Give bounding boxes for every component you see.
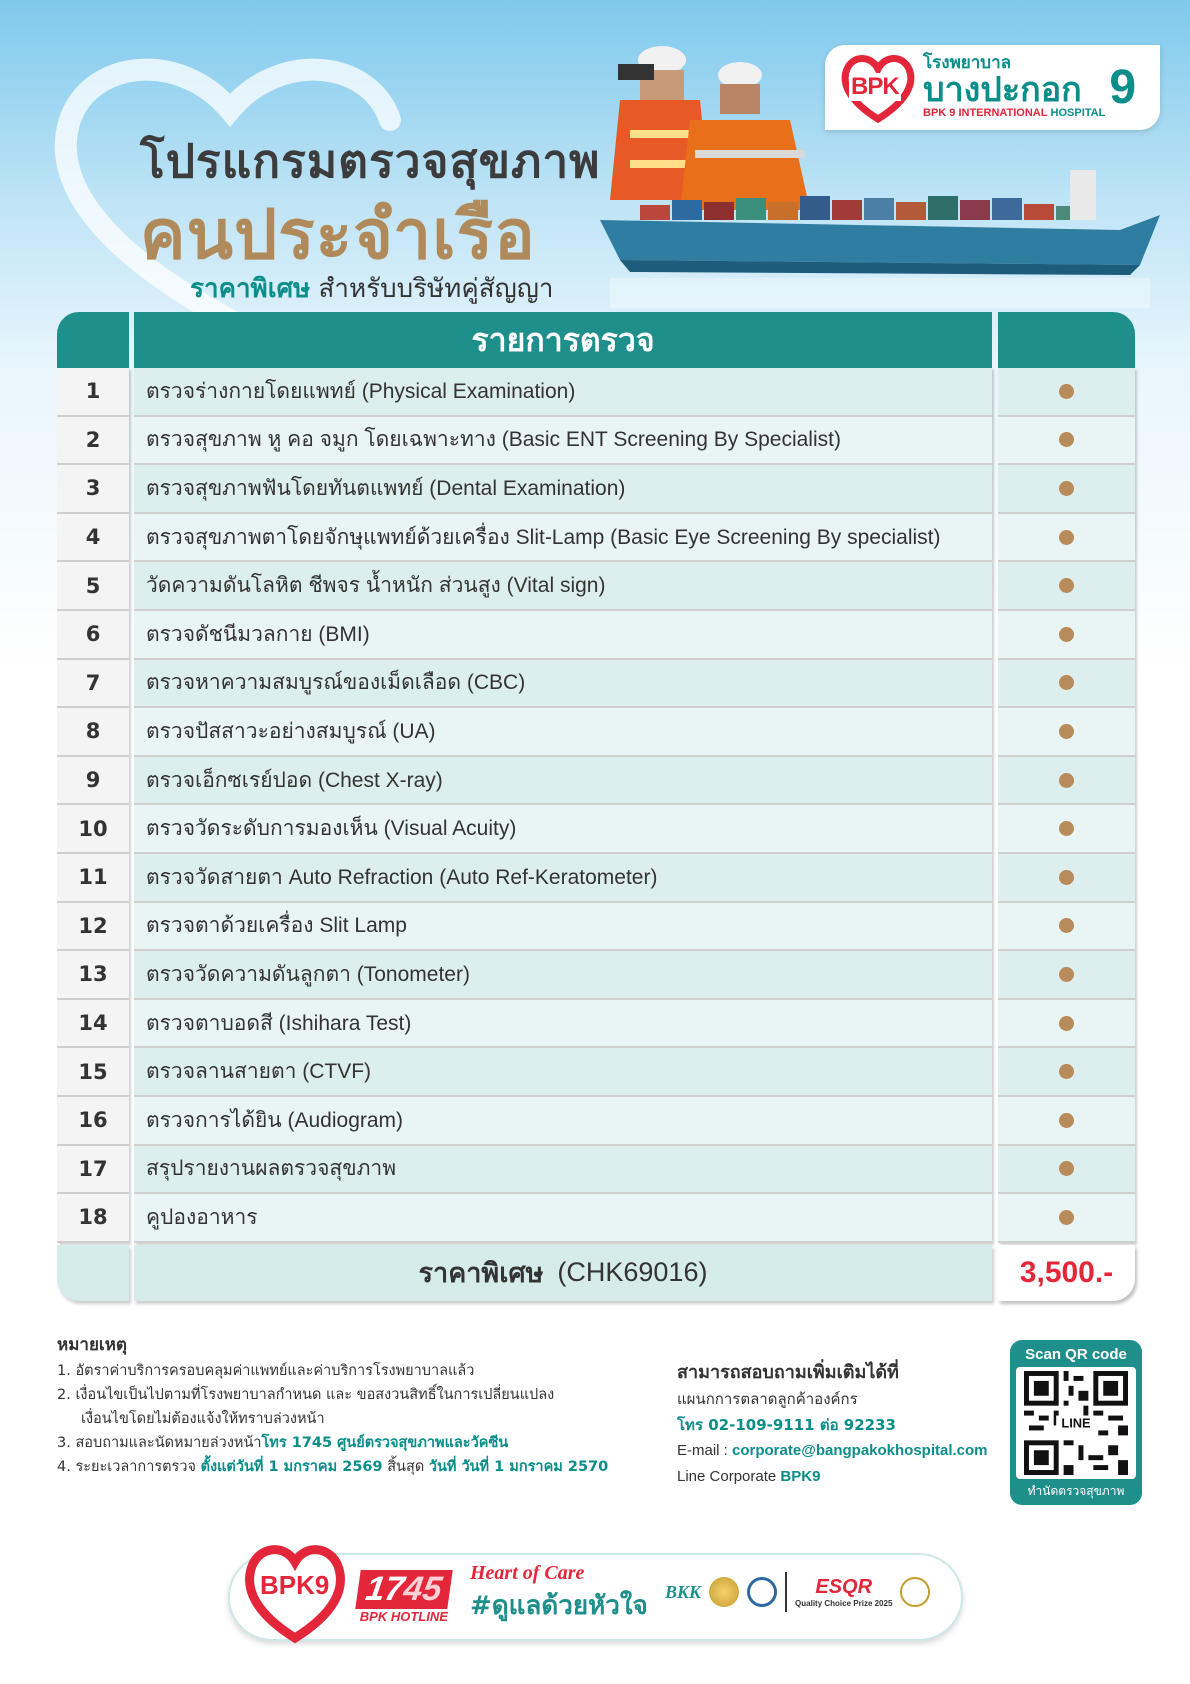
row-mark: [998, 1194, 1135, 1243]
row-item: ตรวจการได้ยิน (Audiogram): [134, 1097, 992, 1146]
hospital-logo: [825, 45, 1160, 130]
row-item: ตรวจสุขภาพฟันโดยทันตแพทย์ (Dental Examination): [134, 465, 992, 514]
remark-2b: เงื่อนไขโดยไม่ต้องแจ้งให้ทราบล่วงหน้า: [81, 1411, 325, 1427]
quality-prize-icon: [900, 1577, 930, 1607]
logo-text: [923, 52, 1106, 120]
contact-heading: สามารถสอบถามเพิ่มเติมได้ที่: [677, 1362, 899, 1383]
row-mark: [998, 368, 1135, 417]
table-row: [57, 514, 1135, 563]
contact-email[interactable]: corporate@bangpakokhospital.com: [732, 1442, 988, 1459]
table-row: [57, 368, 1135, 417]
price-code: (CHK69016): [557, 1257, 708, 1288]
table-heading: รายการตรวจ: [134, 312, 992, 368]
logo-en-bold: BPK 9 INTERNATIONAL: [923, 107, 1048, 120]
row-number: 1: [57, 368, 129, 417]
included-dot-icon: [1059, 1161, 1074, 1176]
table-row: [57, 611, 1135, 660]
remark-3: [57, 1431, 667, 1455]
row-item: ตรวจหาความสมบูรณ์ของเม็ดเลือด (CBC): [134, 660, 992, 709]
row-number: 10: [57, 805, 129, 854]
qr-box: [1010, 1340, 1142, 1505]
included-dot-icon: [1059, 675, 1074, 690]
hotline[interactable]: [358, 1570, 450, 1624]
row-item: ตรวจตาด้วยเครื่อง Slit Lamp: [134, 903, 992, 952]
hotline-b: 45: [401, 1570, 445, 1608]
qr-code[interactable]: [1016, 1367, 1136, 1479]
remark-4c: สิ้นสุด: [382, 1459, 429, 1475]
included-dot-icon: [1059, 481, 1074, 496]
logo-en-rest: HOSPITAL: [1047, 107, 1106, 120]
row-item: วัดความดันโลหิต ชีพจร น้ำหนัก ส่วนสูง (Vital sign): [134, 562, 992, 611]
contact-info: [677, 1360, 1012, 1490]
row-mark: [998, 1000, 1135, 1049]
row-mark: [998, 1146, 1135, 1195]
row-number: 5: [57, 562, 129, 611]
logo-en: [923, 108, 1105, 120]
row-number: 14: [57, 1000, 129, 1049]
table-row: [57, 1194, 1135, 1243]
remark-4: [57, 1455, 667, 1479]
price-label: ราคาพิเศษ: [418, 1258, 544, 1290]
remark-2a: 2. เงื่อนไขเป็นไปตามที่โรงพยาบาลกำหนด และ ขอสงวนสิทธิ์ในการเปลี่ยนแปลง: [57, 1387, 555, 1403]
row-number: 6: [57, 611, 129, 660]
table-row: [57, 1097, 1135, 1146]
included-dot-icon: [1059, 1016, 1074, 1031]
row-mark: [998, 465, 1135, 514]
heart-logo-icon: [839, 53, 917, 123]
included-dot-icon: [1059, 530, 1074, 545]
included-dot-icon: [1059, 384, 1074, 399]
included-dot-icon: [1059, 773, 1074, 788]
remarks: [57, 1333, 667, 1479]
table-row: [57, 465, 1135, 514]
price-value: 3,500.-: [998, 1245, 1135, 1301]
included-dot-icon: [1059, 967, 1074, 982]
row-mark: [998, 1048, 1135, 1097]
contact-email-line: [677, 1438, 1012, 1464]
table-row: [57, 562, 1135, 611]
table-row: [57, 417, 1135, 466]
row-item: สรุปรายงานผลตรวจสุขภาพ: [134, 1146, 992, 1195]
row-item: ตรวจลานสายตา (CTVF): [134, 1048, 992, 1097]
hotline-number: [355, 1570, 452, 1609]
esqr-sub: Quality Choice Prize 2025: [795, 1599, 893, 1608]
row-item: ตรวจร่างกายโดยแพทย์ (Physical Examination): [134, 368, 992, 417]
price-number-cell: [57, 1245, 129, 1301]
row-mark: [998, 708, 1135, 757]
subtitle-rest: สำหรับบริษัทคู่สัญญา: [310, 274, 554, 304]
table-row: [57, 903, 1135, 952]
row-mark: [998, 757, 1135, 806]
row-mark: [998, 562, 1135, 611]
row-number: 9: [57, 757, 129, 806]
table-row: [57, 805, 1135, 854]
row-item: ตรวจสุขภาพ หู คอ จมูก โดยเฉพาะทาง (Basic ENT Screening By Specialist): [134, 417, 992, 466]
badge-separator: [785, 1572, 787, 1612]
row-item: คูปองอาหาร: [134, 1194, 992, 1243]
esqr-badge: [795, 1576, 892, 1608]
esqr-text: ESQR: [815, 1576, 873, 1598]
table-row: [57, 951, 1135, 1000]
program-subject: คนประจำเรือ: [140, 196, 536, 275]
included-dot-icon: [1059, 821, 1074, 836]
bkk-green-clean-logo: BKK: [665, 1581, 702, 1602]
price-row: [57, 1245, 1135, 1301]
contact-email-label: E-mail :: [677, 1442, 733, 1459]
row-number: 17: [57, 1146, 129, 1195]
row-mark: [998, 417, 1135, 466]
row-item: ตรวจปัสสาวะอย่างสมบูรณ์ (UA): [134, 708, 992, 757]
table-row: [57, 854, 1135, 903]
row-item: ตรวจตาบอดสี (Ishihara Test): [134, 1000, 992, 1049]
row-number: 8: [57, 708, 129, 757]
logo-bpk-text: BPK: [851, 72, 899, 100]
included-dot-icon: [1059, 870, 1074, 885]
table-row: [57, 708, 1135, 757]
subtitle-highlight: ราคาพิเศษ: [190, 274, 311, 304]
checkup-table: [57, 312, 1135, 1301]
table-row: [57, 1000, 1135, 1049]
remark-3a: 3. สอบถามและนัดหมายล่วงหน้า: [57, 1435, 262, 1451]
remark-1: 1. อัตราค่าบริการครอบคลุมค่าแพทย์และค่าบริการโรงพยาบาลแล้ว: [57, 1363, 475, 1379]
table-row: [57, 660, 1135, 709]
row-item: ตรวจดัชนีมวลกาย (BMI): [134, 611, 992, 660]
price-label-cell: [134, 1245, 992, 1301]
included-dot-icon: [1059, 918, 1074, 933]
footer-logo: [240, 1538, 350, 1648]
row-mark: [998, 854, 1135, 903]
qr-code-icon: [1024, 1371, 1128, 1475]
remark-4a: 4. ระยะเวลาการตรวจ: [57, 1459, 201, 1475]
row-item: ตรวจวัดสายตา Auto Refraction (Auto Ref-Keratometer): [134, 854, 992, 903]
header-number-cell: [57, 312, 129, 368]
row-mark: [998, 1097, 1135, 1146]
row-item: ตรวจสุขภาพตาโดยจักษุแพทย์ด้วยเครื่อง Slit-Lamp (Basic Eye Screening By specialist): [134, 514, 992, 563]
care-th: #ดูแลด้วยหัวใจ: [470, 1591, 648, 1621]
row-number: 18: [57, 1194, 129, 1243]
care-en: Heart of Care: [470, 1562, 585, 1584]
remark-4d: วันที่ วันที่ 1 มกราคม 2570: [428, 1459, 609, 1475]
included-dot-icon: [1059, 724, 1074, 739]
gold-medal-icon: [709, 1577, 739, 1607]
logo-nine: 9: [1109, 61, 1137, 114]
contact-line-label: Line Corporate: [677, 1468, 781, 1485]
footer-logo-text: BPK9: [260, 1570, 330, 1600]
row-item: ตรวจเอ็กซเรย์ปอด (Chest X-ray): [134, 757, 992, 806]
included-dot-icon: [1059, 578, 1074, 593]
contact-line-line: [677, 1464, 1012, 1490]
logo-th-small: โรงพยาบาล: [923, 52, 1012, 73]
row-mark: [998, 611, 1135, 660]
row-number: 2: [57, 417, 129, 466]
included-dot-icon: [1059, 627, 1074, 642]
table-row: [57, 1146, 1135, 1195]
row-mark: [998, 903, 1135, 952]
table-row: [57, 1048, 1135, 1097]
program-title: โปรแกรมตรวจสุขภาพ: [140, 134, 601, 188]
included-dot-icon: [1059, 432, 1074, 447]
row-mark: [998, 660, 1135, 709]
certification-seal-icon: [747, 1577, 777, 1607]
row-item: ตรวจวัดระดับการมองเห็น (Visual Acuity): [134, 805, 992, 854]
header-mark-cell: [998, 312, 1135, 368]
qr-footer: ทำนัดตรวจสุขภาพ: [1027, 1484, 1125, 1498]
row-number: 16: [57, 1097, 129, 1146]
row-number: 4: [57, 514, 129, 563]
contact-phone[interactable]: โทร 02-109-9111 ต่อ 92233: [677, 1416, 896, 1434]
hotline-label: BPK HOTLINE: [359, 1609, 448, 1624]
logo-th-big: บางปะกอก: [923, 70, 1082, 109]
included-dot-icon: [1059, 1113, 1074, 1128]
row-mark: [998, 514, 1135, 563]
row-number: 3: [57, 465, 129, 514]
row-number: 15: [57, 1048, 129, 1097]
row-number: 13: [57, 951, 129, 1000]
qr-heading: Scan QR code: [1025, 1346, 1127, 1363]
row-item: ตรวจวัดความดันลูกตา (Tonometer): [134, 951, 992, 1000]
remarks-heading: หมายเหตุ: [57, 1335, 127, 1355]
row-mark: [998, 951, 1135, 1000]
included-dot-icon: [1059, 1064, 1074, 1079]
table-header: [57, 312, 1135, 368]
row-number: 11: [57, 854, 129, 903]
hotline-a: 17: [363, 1570, 407, 1608]
row-number: 7: [57, 660, 129, 709]
qr-line-label: LINE: [1061, 1415, 1091, 1431]
award-badges: [665, 1572, 930, 1612]
remark-4b: ตั้งแต่วันที่ 1 มกราคม 2569: [200, 1459, 383, 1475]
contact-dept: แผนกการตลาดลูกค้าองค์กร: [677, 1390, 858, 1408]
table-body: [57, 368, 1135, 1243]
row-mark: [998, 805, 1135, 854]
row-number: 12: [57, 903, 129, 952]
contact-line[interactable]: BPK9: [780, 1468, 821, 1485]
table-row: [57, 757, 1135, 806]
heart-of-care: [470, 1562, 648, 1626]
program-subtitle: [190, 268, 554, 309]
included-dot-icon: [1059, 1210, 1074, 1225]
remark-3b: โทร 1745 ศูนย์ตรวจสุขภาพและวัคซีน: [261, 1435, 509, 1451]
